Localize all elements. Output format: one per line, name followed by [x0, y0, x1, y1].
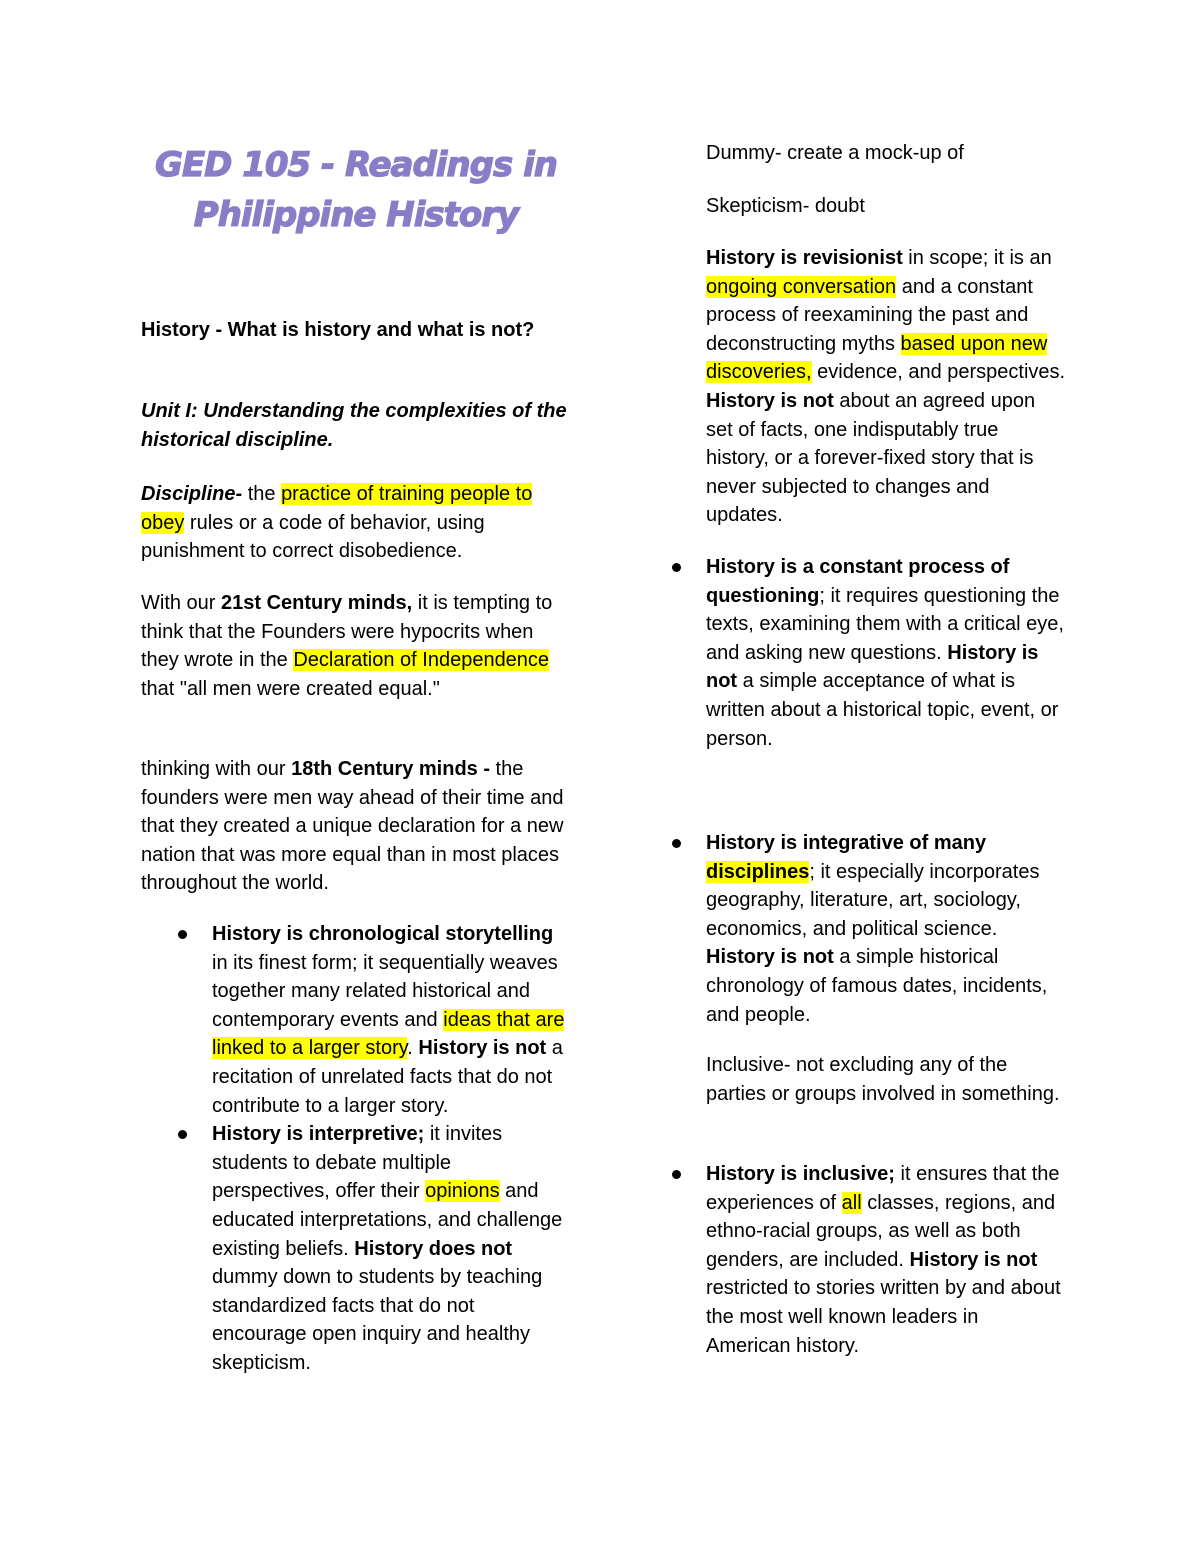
inclusive-definition: Inclusive- not excluding any of the parties or groups involved in something. [706, 1054, 1060, 1105]
highlight: disciplines [706, 860, 810, 883]
unit-heading: Unit I: Understanding the complexities of the historical discipline. [141, 400, 567, 451]
highlight: ideas that are linked to a larger story [212, 1008, 565, 1060]
title-line-1: GED 105 - Readings in [155, 145, 557, 185]
bullet-questioning [706, 553, 1066, 753]
highlight: opinions [425, 1180, 500, 1203]
highlight: practice of training people to obey [141, 483, 533, 534]
list-item: History is inclusive; it ensures that the experiences of all classes, regions, and ethno-racial groups, as well as both genders, are included. History is not restricted to stories written by and about the most well known leaders in American history. [706, 1160, 1066, 1360]
skepticism-definition: Skepticism- doubt [706, 195, 865, 217]
title-line-2: Philippine History [193, 195, 519, 235]
bullet-inclusive [706, 1160, 1066, 1360]
discipline-definition: Discipline- the practice of training people to obey rules or a code of behavior, using punishment to correct disobedience. [141, 483, 533, 563]
list-item: History is interpretive; it invites students to debate multiple perspectives, offer their opinions and educated interpretations, and challenge existing beliefs. History does not dummy down to students by teaching standardized facts that do not encourage open inquiry and healthy skepticism. [141, 1120, 571, 1377]
paragraph-18th-century: thinking with our 18th Century minds - the founders were men way ahead of their time and that they created a unique declaration for a new nation that was more equal than in most places throughout the world. [141, 758, 564, 895]
revisionist-paragraph: History is revisionist in scope; it is an ongoing conversation and a constant process of reexamining the past and deconstructing myths based upon new discoveries, evidence, and perspectives. History is not about an agreed upon set of facts, one indisputably true history, or a forever-fixed story that is never subjected to changes and updates. [706, 247, 1066, 527]
highlight: ongoing conversation [706, 275, 897, 298]
paragraph-21st-century: With our 21st Century minds, it is tempting to think that the Founders were hypocrits when they wrote in the Declaration of Independence that "all men were created equal." [141, 592, 553, 700]
list-item: History is a constant process of questioning; it requires questioning the texts, examining them with a critical eye, and asking new questions. History is not a simple acceptance of what is written about a historical topic, event, or person. [706, 553, 1066, 753]
dummy-definition: Dummy- create a mock-up of [706, 142, 964, 164]
list-item: History is integrative of many disciplines; it especially incorporates geography, literature, art, sociology, economics, and political science. History is not a simple historical chronology of famous dates, incidents, and people. [706, 829, 1066, 1029]
list-item: History is chronological storytelling in its finest form; it sequentially weaves together many related historical and contemporary events and ideas that are linked to a larger story. History is not a recitation of unrelated facts that do not contribute to a larger story. [141, 920, 571, 1120]
bullet-list-left [141, 920, 571, 1378]
document-title [141, 140, 571, 240]
bullet-integrative [706, 829, 1066, 1029]
highlight: Declaration of Independence [293, 649, 550, 672]
highlight: based upon new discoveries, [706, 332, 1048, 384]
highlight: all [841, 1191, 862, 1214]
section-heading: History - What is history and what is not? [141, 319, 535, 341]
